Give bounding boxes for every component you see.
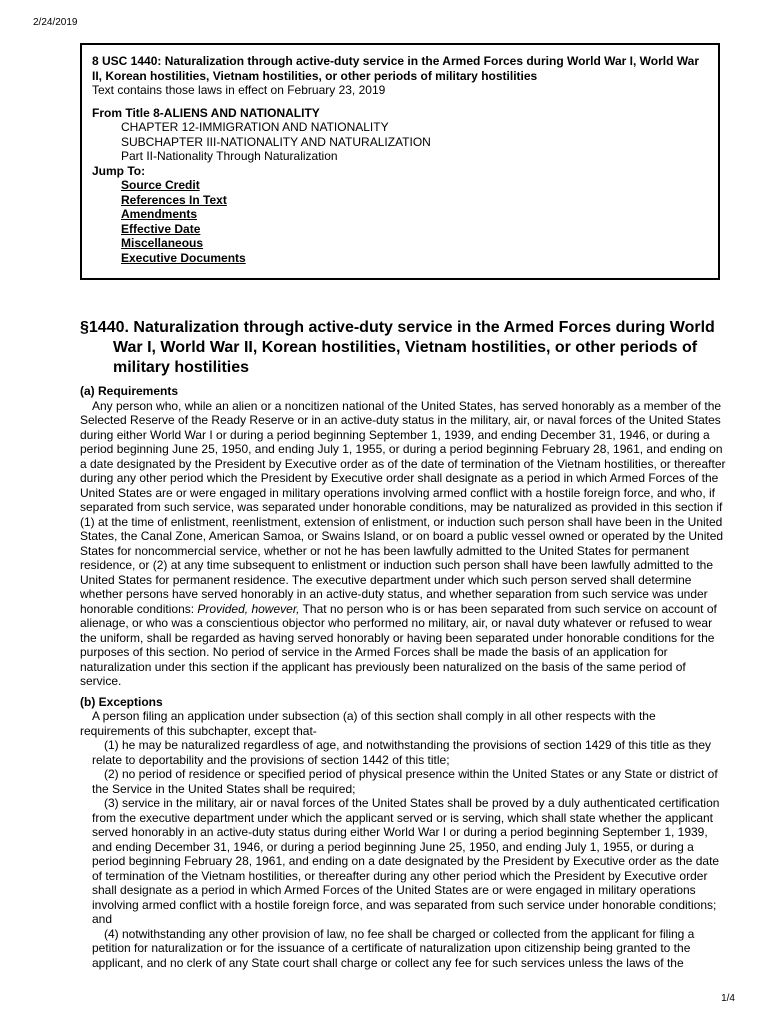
subsection-a-text: Any person who, while an alien or a noncitizen national of the United States, has served honorably as a member of the Selected Reserve of the Ready Reserve or in an active-duty status in the military, air, or naval forces of the United States during either World War I or during a period beginning September 1, 1939, and ending December 31, 1946, or during a period beginning June 25, 1950, and ending July 1, 1955, or during a period beginning February 28, 1961, and ending on a date designated by the President by Executive order as of the date of termination of the Vietnam hostilities, or thereafter during any other period which the President by Executive order shall designate as a period in which Armed Forces of the United States are or were engaged in military operations involving armed conflict with a hostile foreign force, and who, if separated from such service, was separated under honorable conditions, may be naturalized as provided in this section if (1) at the time of enlistment, reenlistment, extension of enlistment, or induction such person shall have been in the United States, the Canal Zone, American Samoa, or Swains Island, or on board a public vessel owned or operated by the United States for noncommercial service, whether or not he has been lawfully admitted to the United States for permanent residence, or (2) at any time subsequent to enlistment or induction such person shall have been lawfully admitted to the United States for permanent residence. The executive department under which such person served shall determine whether persons have served honorably in an active-duty status, and whether separation from such service was under honorable conditions: Provided, however, That no person who is or has been separated from such service on account of alienage, or who was a conscientious objector who performed no military, air, or naval duty whatever or refused to wear the uniform, shall be regarded as having served honorably or having been separated under honorable conditions for the purposes of this section. No period of service in the Armed Forces shall be made the basis of an application for naturalization under this section if the applicant has previously been naturalized on the basis of the same period of service. [80, 398, 726, 688]
print-date: 2/24/2019 [33, 17, 78, 28]
subsection-b-item-2: (2) no period of residence or specified period of physical presence within the United States or any State or district of the Service in the United States shall be required; [92, 767, 718, 796]
subsection-b-heading: (b) Exceptions [80, 694, 163, 709]
jump-link-miscellaneous[interactable]: Miscellaneous [121, 236, 204, 250]
jump-link-amendments[interactable]: Amendments [121, 207, 198, 221]
jump-link-references-in-text[interactable]: References In Text [121, 192, 227, 207]
section-title: §1440. Naturalization through active-duty service in the Armed Forces during World War I, World War II, Korean hostilities, Vietnam hostilities, or other periods of military hostilities [80, 319, 715, 376]
effective-note: Text contains those laws in effect on February 23, 2019 [92, 83, 386, 97]
chapter-label: CHAPTER 12-IMMIGRATION AND NATIONALITY [121, 120, 389, 134]
document-header-box [80, 43, 720, 280]
subsection-b-intro: A person filing an application under subsection (a) of this section shall comply in all other respects with the requirements of this subchapter, except that- [80, 709, 656, 738]
part-label: Part II-Nationality Through Naturalization [121, 149, 338, 163]
subsection-b-item-1: (1) he may be naturalized regardless of age, and notwithstanding the provisions of section 1429 of this title as they relate to deportability and the provisions of section 1442 of this title; [92, 738, 712, 767]
document-title: 8 USC 1440: Naturalization through active-duty service in the Armed Forces during World War I, World War II, Korean hostilities, Vietnam hostilities, or other periods of military hostilities [92, 54, 699, 83]
from-title: From Title 8-ALIENS AND NATIONALITY [92, 105, 320, 120]
jump-link-executive-documents[interactable]: Executive Documents [121, 250, 246, 265]
page-number: 1/4 [721, 993, 735, 1004]
jump-to-label: Jump To: [92, 163, 146, 178]
subsection-b-item-3: (3) service in the military, air or naval forces of the United States shall be proved by a duly authenticated certification from the executive department under which the applicant served or is serving, which shall state whether the applicant served honorably in an active-duty status during either World War I or during a period beginning September 1, 1939, and ending December 31, 1946, or during a period beginning June 25, 1950, and ending July 1, 1955, or during a period beginning February 28, 1961, and ending on a date designated by the President by Executive order as the date of termination of the Vietnam hostilities, or thereafter during any other period which the President by Executive order shall designate as a period in which Armed Forces of the United States are or were engaged in military operations involving armed conflict with a hostile foreign force, and was separated from such service under honorable conditions; and [92, 796, 720, 926]
jump-link-source-credit[interactable]: Source Credit [121, 178, 200, 192]
section-content [80, 318, 728, 970]
subsection-b-item-4: (4) notwithstanding any other provision of law, no fee shall be charged or collected from the applicant for filing a petition for naturalization or for the issuance of a certificate of naturalization upon citizenship being granted to the applicant, and no clerk of any State court shall charge or collect any fee for such services unless the laws of the [92, 926, 695, 970]
proviso-italic: Provided, however, [197, 601, 300, 616]
jump-link-effective-date[interactable]: Effective Date [121, 221, 201, 236]
subsection-a-heading: (a) Requirements [80, 384, 179, 398]
subchapter-label: SUBCHAPTER III-NATIONALITY AND NATURALIZATION [121, 134, 431, 149]
